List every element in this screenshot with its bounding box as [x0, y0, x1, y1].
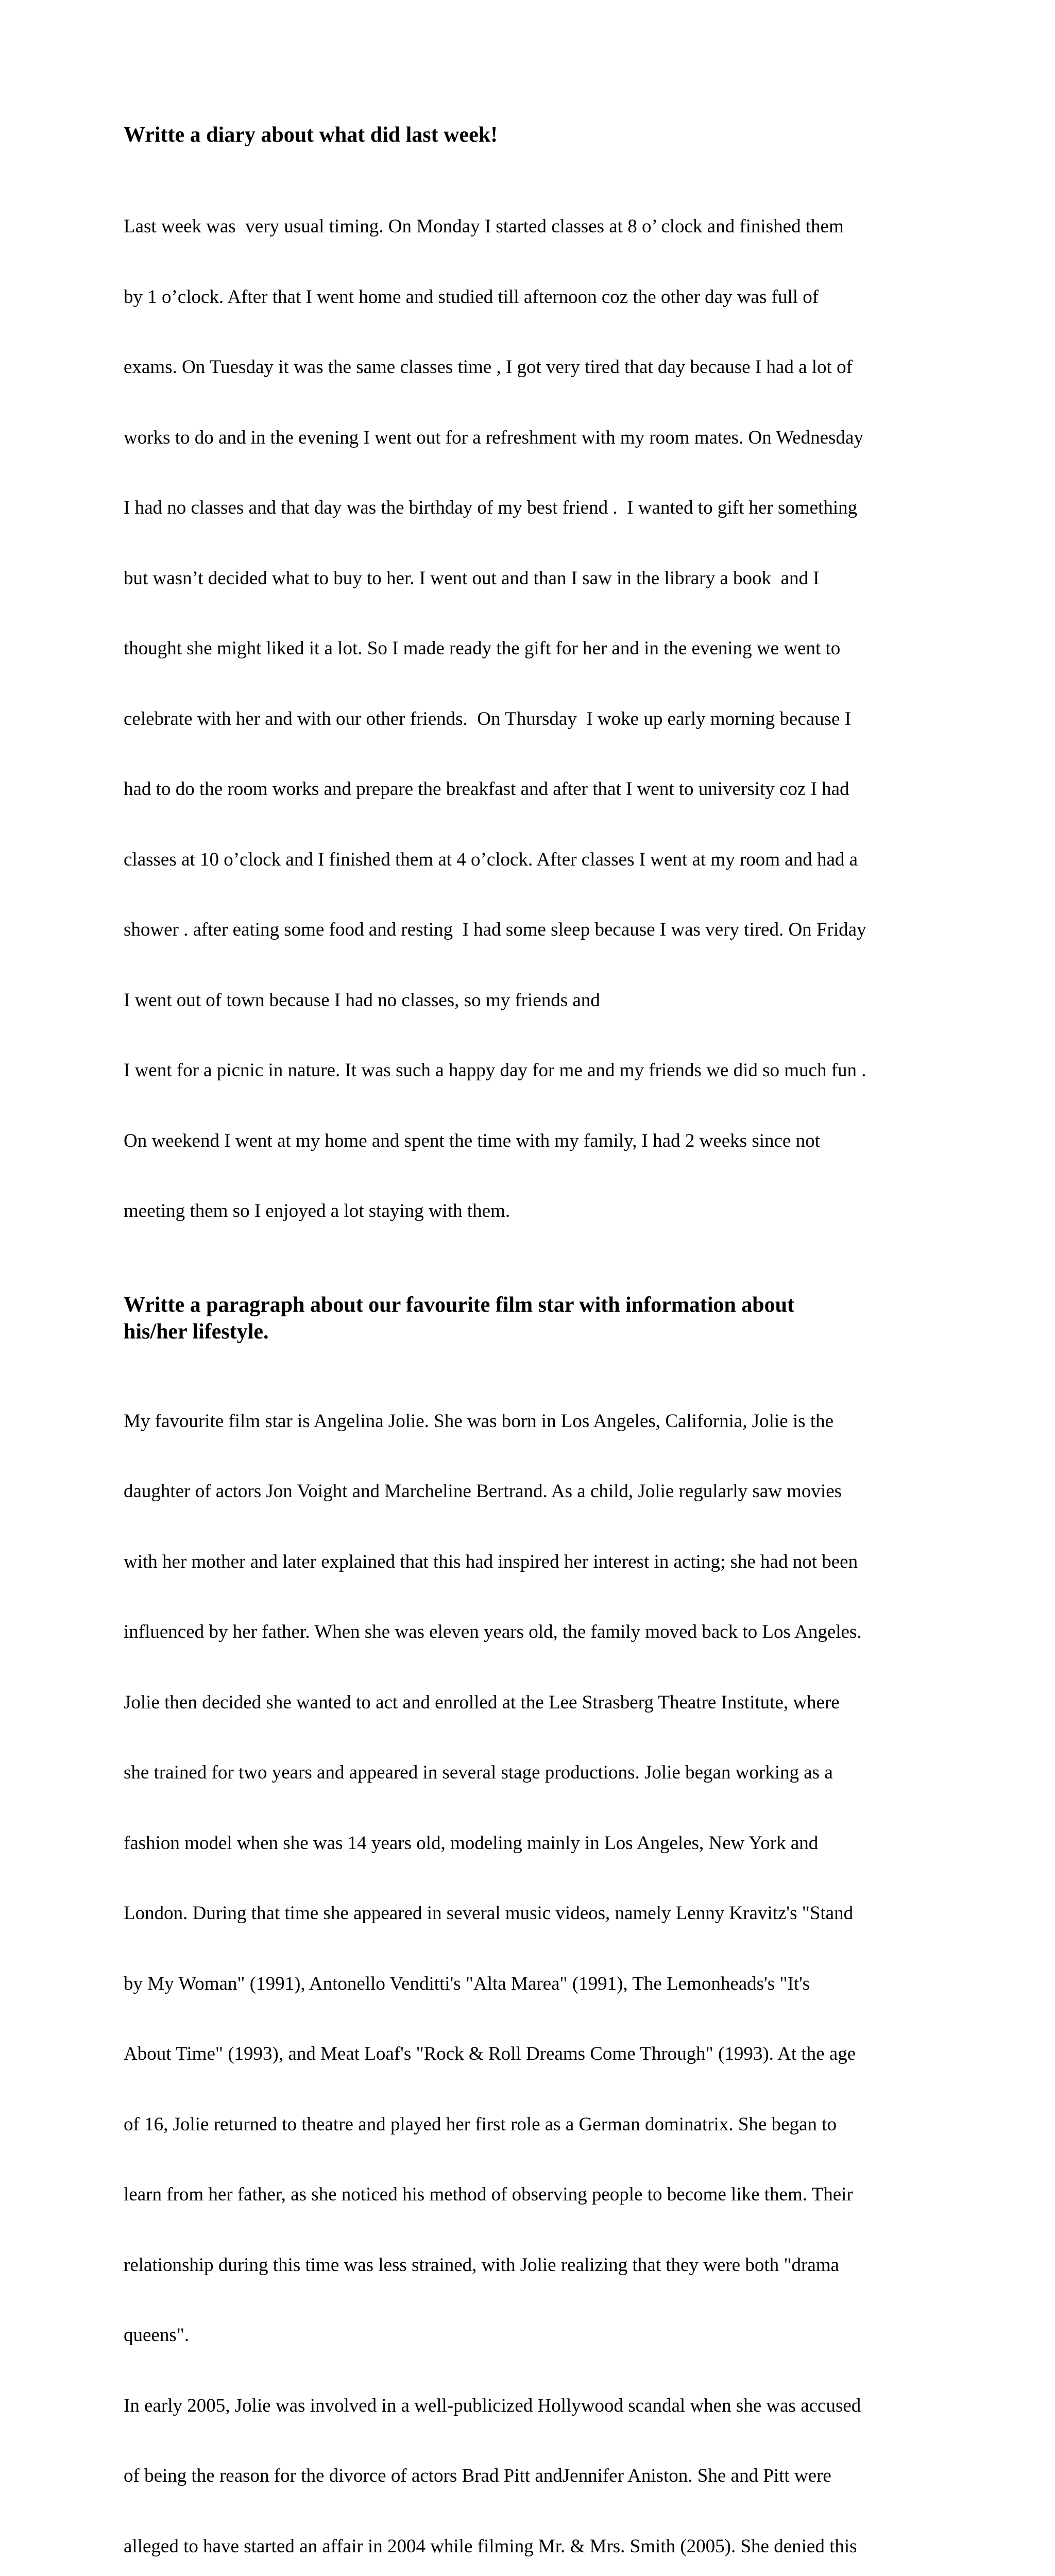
paragraph-line: classes at 10 o’clock and I finished them at 4 o’clock. After classes I went at my room and had a [124, 848, 938, 872]
paragraph-line: works to do and in the evening I went out for a refreshment with my room mates. On Wednesday [124, 426, 938, 450]
heading-line: his/her lifestyle. [124, 1318, 938, 1345]
diary-heading: Writte a diary about what did last week! [124, 122, 938, 148]
diary-paragraph [124, 168, 938, 1270]
paragraph-line: Last week was very usual timing. On Monday I started classes at 8 o’ clock and finished them [124, 215, 938, 239]
paragraph-line: alleged to have started an affair in 2004 while filming Mr. & Mrs. Smith (2005). She denied this [124, 2535, 938, 2558]
paragraph-line: of being the reason for the divorce of actors Brad Pitt andJennifer Aniston. She and Pitt were [124, 2464, 938, 2488]
paragraph-line: On weekend I went at my home and spent the time with my family, I had 2 weeks since not [124, 1129, 938, 1153]
paragraph-line: but wasn’t decided what to buy to her. I went out and than I saw in the library a book and I [124, 567, 938, 590]
paragraph-line: meeting them so I enjoyed a lot staying with them. [124, 1199, 938, 1223]
paragraph-line: I went out of town because I had no classes, so my friends and [124, 989, 938, 1012]
paragraph-line: relationship during this time was less strained, with Jolie realizing that they were both "drama [124, 2253, 938, 2277]
paragraph-line: learn from her father, as she noticed his method of observing people to become like them. Their [124, 2183, 938, 2207]
film-star-heading [124, 1292, 938, 1345]
paragraph-line: by 1 o’clock. After that I went home and studied till afternoon coz the other day was full of [124, 285, 938, 309]
paragraph-line: My favourite film star is Angelina Jolie. She was born in Los Angeles, California, Jolie is the [124, 1410, 938, 1433]
paragraph-line: fashion model when she was 14 years old, modeling mainly in Los Angeles, New York and [124, 1832, 938, 1855]
paragraph-line: queens". [124, 2324, 938, 2347]
paragraph-line: had to do the room works and prepare the breakfast and after that I went to university coz I had [124, 777, 938, 801]
paragraph-line: she trained for two years and appeared in several stage productions. Jolie began working as a [124, 1761, 938, 1785]
paragraph-line: I went for a picnic in nature. It was such a happy day for me and my friends we did so much fun . [124, 1059, 938, 1082]
paragraph-line: About Time" (1993), and Meat Loaf's "Rock & Roll Dreams Come Through" (1993). At the age [124, 2042, 938, 2066]
paragraph-line: celebrate with her and with our other friends. On Thursday I woke up early morning because I [124, 707, 938, 731]
paragraph-line: Jolie then decided she wanted to act and enrolled at the Lee Strasberg Theatre Institute, where [124, 1691, 938, 1715]
document-body [124, 122, 938, 2576]
paragraph-line: with her mother and later explained that this had inspired her interest in acting; she had not been [124, 1550, 938, 1574]
paragraph-line: In early 2005, Jolie was involved in a well-publicized Hollywood scandal when she was accused [124, 2394, 938, 2418]
paragraph-line: by My Woman" (1991), Antonello Venditti's "Alta Marea" (1991), The Lemonheads's "It's [124, 1972, 938, 1996]
paragraph-line: influenced by her father. When she was eleven years old, the family moved back to Los Angeles. [124, 1620, 938, 1644]
paragraph-line: exams. On Tuesday it was the same classes time , I got very tired that day because I had a lot of [124, 355, 938, 379]
paragraph-line: thought she might liked it a lot. So I made ready the gift for her and in the evening we went to [124, 637, 938, 660]
heading-line: Writte a paragraph about our favourite film star with information about [124, 1292, 938, 1318]
paragraph-line: of 16, Jolie returned to theatre and played her first role as a German dominatrix. She began to [124, 2113, 938, 2137]
paragraph-line: daughter of actors Jon Voight and Marcheline Bertrand. As a child, Jolie regularly saw movies [124, 1480, 938, 1503]
paragraph-line: London. During that time she appeared in several music videos, namely Lenny Kravitz's "Stand [124, 1902, 938, 1925]
paragraph-line: I had no classes and that day was the birthday of my best friend . I wanted to gift her something [124, 496, 938, 520]
film-star-paragraph [124, 1363, 938, 2576]
paragraph-line: shower . after eating some food and resting I had some sleep because I was very tired. On Friday [124, 918, 938, 942]
